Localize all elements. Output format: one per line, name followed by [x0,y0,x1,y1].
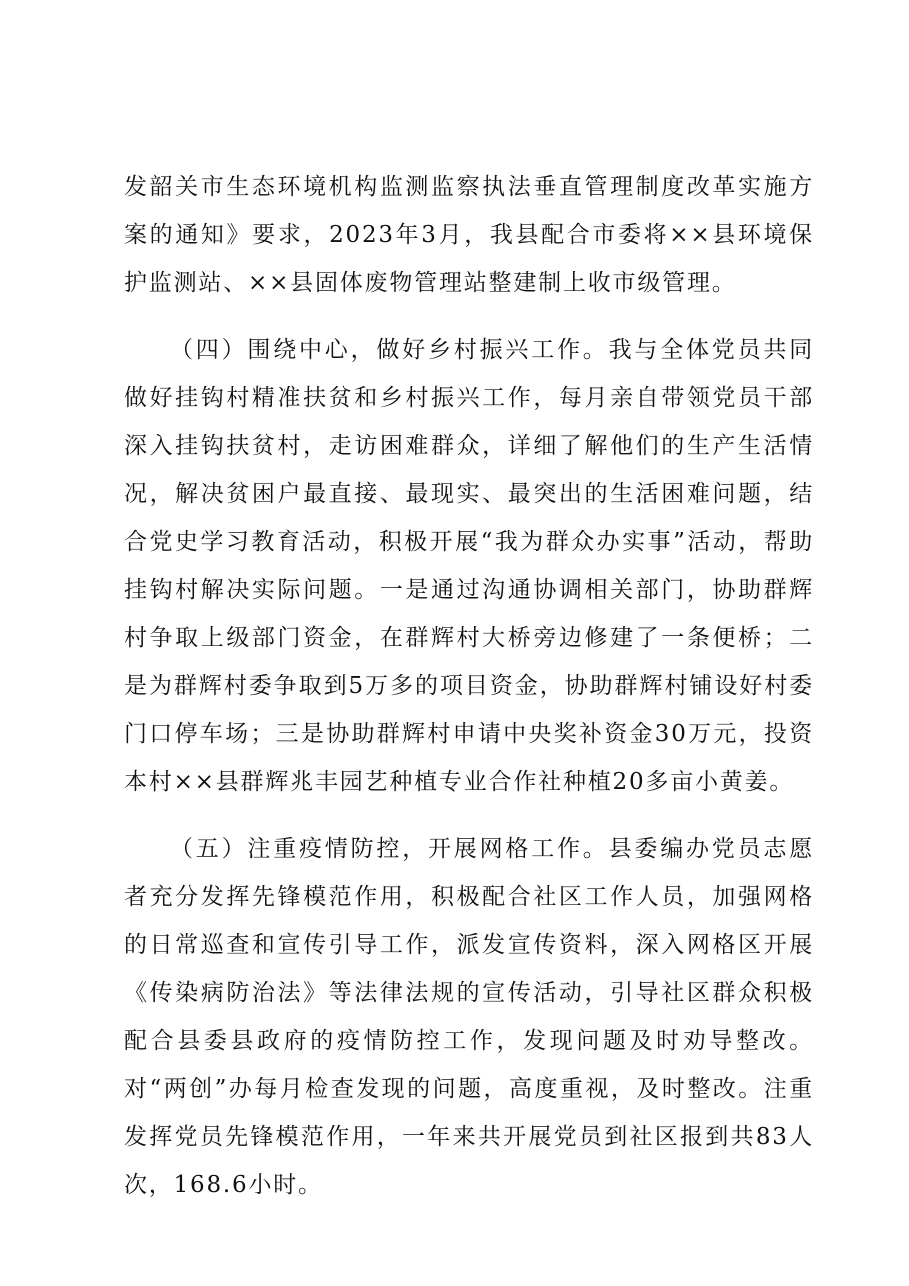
paragraph-rural-revitalization: （四）围绕中心，做好乡村振兴工作。我与全体党员共同做好挂钩村精准扶贫和乡村振兴工作，每月亲自带领党员干部深入挂钩扶贫村，走访困难群众，详细了解他们的生产生活情况，解决贫困户最直接、最现实、最突出的生活困难问题，结合党史学习教育活动，积极开展“我为群众办实事”活动，帮助挂钩村解决实际问题。一是通过沟通协调相关部门，协助群辉村争取上级部门资金，在群辉村大桥旁边修建了一条便桥；二是为群辉村委争取到5万多的项目资金，协助群辉村铺设好村委门口停车场；三是协助群辉村申请中央奖补资金30万元，投资本村××县群辉兆丰园艺种植专业合作社种植20多亩小黄姜。 [124,337,814,795]
paragraph-gap [124,307,814,326]
paragraph-continued: 发韶关市生态环境机构监测监察执法垂直管理制度改革实施方案的通知》要求，2023年3月，我县配合市委将××县环境保护监测站、××县固体废物管理站整建制上收市级管理。 [124,174,814,296]
paragraph-gap [124,806,814,825]
paragraph-epidemic-prevention: （五）注重疫情防控，开展网格工作。县委编办党员志愿者充分发挥先锋模范作用，积极配合社区工作人员，加强网格的日常巡查和宣传引导工作，派发宣传资料，深入网格区开展《传染病防治法》等法律法规的宣传活动，引导社区群众积极配合县委县政府的疫情防控工作，发现问题及时劝导整改。对“两创”办每月检查发现的问题，高度重视，及时整改。注重发挥党员先锋模范作用，一年来共开展党员到社区报到共83人次，168.6小时。 [124,836,814,1198]
document-body [124,163,814,1209]
